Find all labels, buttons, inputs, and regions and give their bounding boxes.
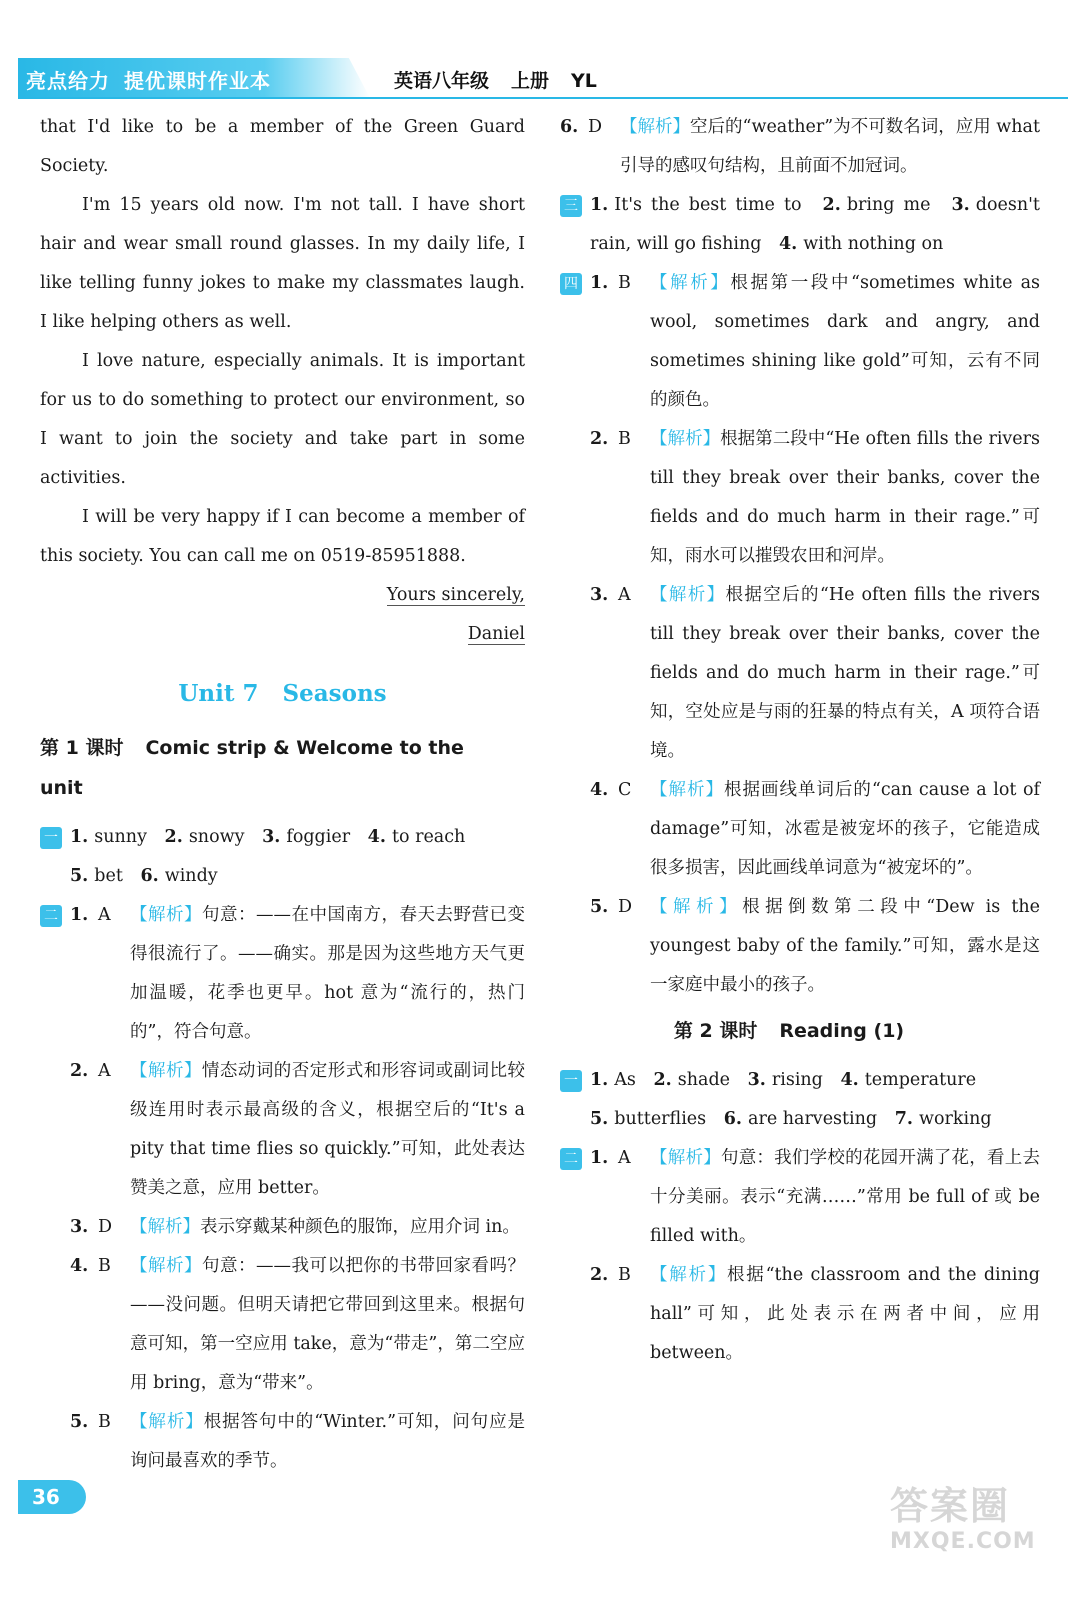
answer-number: 5. bbox=[590, 1109, 609, 1129]
answer-item bbox=[590, 1256, 1040, 1373]
section-badge: 四 bbox=[560, 273, 582, 295]
item-answer: B bbox=[618, 273, 631, 293]
brand-name: 亮点给力 bbox=[26, 69, 110, 93]
analysis-text: 根据答句中的“Winter.”可知，问句应是询问最喜欢的季节。 bbox=[130, 1412, 525, 1471]
answer-item bbox=[590, 264, 1040, 420]
answer-number: 3. bbox=[262, 827, 281, 847]
answer-number: 1. bbox=[70, 827, 89, 847]
answer-text: windy bbox=[164, 866, 218, 886]
section-badge: 一 bbox=[40, 827, 62, 849]
section-six bbox=[560, 1139, 1040, 1373]
item-number: 1. bbox=[590, 1148, 609, 1168]
analysis-text: 句意：——在中国南方，春天去野营已变得很流行了。——确实。那是因为这些地方天气更加温暖，花季也更早。hot 意为“流行的，热门的”，符合句意。 bbox=[130, 905, 525, 1042]
answer-number: 2. bbox=[653, 1070, 672, 1090]
item-answer: B bbox=[618, 429, 631, 449]
item-number: 2. bbox=[590, 1265, 609, 1285]
analysis-tag: 【解析】 bbox=[650, 429, 721, 449]
item-number: 4. bbox=[590, 780, 609, 800]
item-answer: D bbox=[618, 897, 633, 917]
lesson-label: 第 1 课时 bbox=[40, 737, 124, 759]
answer-line bbox=[70, 818, 525, 857]
letter-paragraph: I will be very happy if I can become a member of this society. You can call me on 0519-85951888. bbox=[40, 507, 525, 566]
answer-line bbox=[590, 186, 1040, 264]
answer-number: 1. bbox=[590, 1070, 609, 1090]
analysis-tag: 【解析】 bbox=[130, 1412, 204, 1432]
answer-text: butterflies bbox=[614, 1109, 707, 1129]
item-number: 5. bbox=[590, 897, 609, 917]
analysis-tag: 【解析】 bbox=[650, 897, 743, 917]
answer-text: temperature bbox=[864, 1070, 977, 1090]
analysis-text: 根据空后的“He often fills the rivers till they break over their banks, cover the fields and do much harm in their rage.”可知，空处应是与雨的狂暴的特点有关，A 项符合语境。 bbox=[650, 585, 1041, 761]
analysis-text: 空后的“weather”为不可数名词，应用 what 引导的感叹句结构，且前面不加冠词。 bbox=[620, 117, 1041, 176]
answer-text: bring me bbox=[846, 195, 931, 215]
left-column bbox=[40, 108, 525, 1481]
brand-subtitle: 提优课时作业本 bbox=[124, 69, 271, 93]
answer-item bbox=[590, 1139, 1040, 1256]
analysis-tag: 【解析】 bbox=[130, 905, 202, 925]
analysis-tag: 【解析】 bbox=[650, 273, 731, 293]
answer-number: 6. bbox=[140, 866, 159, 886]
lesson-name: Comic strip & Welcome to the unit bbox=[40, 737, 464, 799]
answer-number: 3. bbox=[951, 195, 970, 215]
section-three bbox=[560, 186, 1040, 264]
analysis-text: 根据“the classroom and the dining hall”可知，此处表示在两者中间，应用 between。 bbox=[650, 1265, 1041, 1363]
book-grade: 英语八年级 bbox=[394, 70, 490, 92]
item-number: 3. bbox=[70, 1217, 89, 1237]
item-number: 2. bbox=[70, 1061, 89, 1081]
analysis-text: 句意：——我可以把你的书带回家看吗？——没问题。但明天请把它带回到这里来。根据句意可知，第一空应用 take，意为“带走”，第二空应用 bring，意为“带来”。 bbox=[130, 1256, 525, 1393]
answer-number: 4. bbox=[367, 827, 386, 847]
item-number: 4. bbox=[70, 1256, 89, 1276]
section-badge: 三 bbox=[560, 195, 582, 217]
item-number: 1. bbox=[70, 905, 89, 925]
answer-text: to reach bbox=[391, 827, 466, 847]
lesson-label: 第 2 课时 bbox=[673, 1020, 758, 1042]
answer-text: bet bbox=[94, 866, 123, 886]
header-divider bbox=[18, 97, 1068, 99]
book-volume: 上册 bbox=[511, 70, 550, 92]
analysis-text: 表示穿戴某种颜色的服饰，应用介词 in。 bbox=[200, 1217, 520, 1237]
answer-item bbox=[590, 576, 1040, 771]
answer-item bbox=[70, 1208, 525, 1247]
analysis-text: 根据倒数第二段中“Dew is the youngest baby of the family.”可知，露水是这一家庭中最小的孩子。 bbox=[650, 897, 1040, 995]
answer-text: rising bbox=[771, 1070, 823, 1090]
item-number: 3. bbox=[590, 585, 609, 605]
answer-text: snowy bbox=[188, 827, 245, 847]
analysis-tag: 【解析】 bbox=[650, 1148, 721, 1168]
answer-text: sunny bbox=[94, 827, 147, 847]
answer-item bbox=[560, 108, 1040, 186]
item-number: 1. bbox=[590, 273, 609, 293]
answer-item bbox=[70, 1247, 525, 1403]
item-answer: A bbox=[618, 1148, 631, 1168]
item-answer: B bbox=[98, 1256, 111, 1276]
item-number: 6. bbox=[560, 117, 579, 137]
section-badge: 一 bbox=[560, 1070, 582, 1092]
answer-line bbox=[590, 1061, 1040, 1100]
page-number: 36 bbox=[18, 1480, 86, 1514]
analysis-text: 句意：我们学校的花园开满了花，看上去十分美丽。表示“充满……”常用 be full of 或 be filled with。 bbox=[650, 1148, 1040, 1246]
answer-number: 7. bbox=[894, 1109, 913, 1129]
answer-text: doesn't rain, will go fishing bbox=[590, 195, 1040, 254]
analysis-text: 根据画线单词后的“can cause a lot of damage”可知，冰雹是被宠坏的孩子，它能造成很多损害，因此画线单词意为“被宠坏的”。 bbox=[650, 780, 1041, 878]
answer-number: 1. bbox=[590, 195, 609, 215]
answer-text: working bbox=[919, 1109, 992, 1129]
answer-text: foggier bbox=[286, 827, 351, 847]
answer-item bbox=[70, 1052, 525, 1208]
answer-number: 6. bbox=[723, 1109, 743, 1129]
answer-number: 2. bbox=[822, 195, 841, 215]
item-answer: A bbox=[98, 1061, 111, 1081]
answer-item bbox=[590, 888, 1040, 1005]
analysis-tag: 【解析】 bbox=[650, 585, 726, 605]
answer-text: are harvesting bbox=[748, 1109, 878, 1129]
section-four bbox=[560, 264, 1040, 1005]
answer-text: with nothing on bbox=[803, 234, 944, 254]
section-badge: 二 bbox=[560, 1148, 582, 1170]
item-number: 2. bbox=[590, 429, 609, 449]
answer-number: 5. bbox=[70, 866, 89, 886]
watermark bbox=[890, 1484, 1060, 1564]
watermark-logo: 答案圈 bbox=[890, 1484, 1011, 1528]
section-one bbox=[40, 818, 525, 896]
letter-closing bbox=[40, 576, 525, 615]
item-answer: B bbox=[98, 1412, 111, 1432]
answer-number: 2. bbox=[164, 827, 183, 847]
signature-name: Daniel bbox=[467, 624, 525, 644]
brand bbox=[26, 65, 271, 94]
watermark-url: MXQE.COM bbox=[890, 1529, 1036, 1554]
analysis-tag: 【解析】 bbox=[130, 1256, 202, 1276]
unit-label: Unit 7 bbox=[178, 680, 259, 707]
item-answer: A bbox=[98, 905, 111, 925]
section-five bbox=[560, 1061, 1040, 1139]
section-badge: 二 bbox=[40, 905, 62, 927]
answer-number: 3. bbox=[747, 1070, 766, 1090]
lesson-title bbox=[40, 728, 525, 808]
book-edition: YL bbox=[571, 70, 597, 92]
analysis-tag: 【解析】 bbox=[650, 1265, 728, 1285]
letter-paragraph: I love nature, especially animals. It is important for us to do something to protect our environment, so I want to join the society and take part in some activities. bbox=[40, 351, 525, 488]
right-column bbox=[560, 108, 1040, 1373]
answer-item bbox=[70, 896, 525, 1052]
page-header bbox=[0, 58, 1085, 98]
item-answer: A bbox=[618, 585, 631, 605]
item-answer: D bbox=[98, 1217, 113, 1237]
closing-text: Yours sincerely, bbox=[386, 585, 525, 605]
answer-line bbox=[70, 857, 525, 896]
answer-text: It's the best time to bbox=[614, 195, 802, 215]
analysis-text: 根据第二段中“He often fills the rivers till they break over their banks, cover the fields and do much harm in their rage.”可知，雨水可以摧毁农田和河岸。 bbox=[650, 429, 1041, 566]
lesson-title bbox=[560, 1011, 1040, 1051]
lesson-name: Reading (1) bbox=[779, 1020, 905, 1042]
answer-line bbox=[590, 1100, 1040, 1139]
unit-name: Seasons bbox=[282, 680, 387, 707]
answer-number: 4. bbox=[840, 1070, 859, 1090]
analysis-tag: 【解析】 bbox=[650, 780, 724, 800]
letter-paragraph: I'm 15 years old now. I'm not tall. I have short hair and wear small round glasses. In my daily life, I like telling funny jokes to make my classmates laugh. I like helping others as well. bbox=[40, 195, 525, 332]
letter-paragraph: that I'd like to be a member of the Green Guard Society. bbox=[40, 117, 525, 176]
analysis-tag: 【解析】 bbox=[130, 1061, 202, 1081]
item-answer: B bbox=[618, 1265, 631, 1285]
analysis-text: 根据第一段中“sometimes white as wool, sometimes dark and angry, and sometimes shining like gold”可知，云有不同的颜色。 bbox=[650, 273, 1041, 410]
analysis-tag: 【解析】 bbox=[620, 117, 691, 137]
answer-text: shade bbox=[677, 1070, 731, 1090]
section-two bbox=[40, 896, 525, 1481]
answer-text: As bbox=[614, 1070, 636, 1090]
unit-title bbox=[40, 672, 525, 716]
book-info bbox=[394, 66, 619, 93]
item-answer: D bbox=[588, 117, 603, 137]
analysis-tag: 【解析】 bbox=[130, 1217, 200, 1237]
letter-signature bbox=[40, 615, 525, 654]
item-number: 5. bbox=[70, 1412, 89, 1432]
analysis-text: 情态动词的否定形式和形容词或副词比较级连用时表示最高级的含义，根据空后的“It's a pity that time flies so quickly.”可知，此处表达赞美之意，应用 better。 bbox=[130, 1061, 526, 1198]
answer-number: 4. bbox=[779, 234, 798, 254]
answer-item bbox=[590, 420, 1040, 576]
answer-item bbox=[590, 771, 1040, 888]
item-answer: C bbox=[618, 780, 632, 800]
answer-item bbox=[70, 1403, 525, 1481]
